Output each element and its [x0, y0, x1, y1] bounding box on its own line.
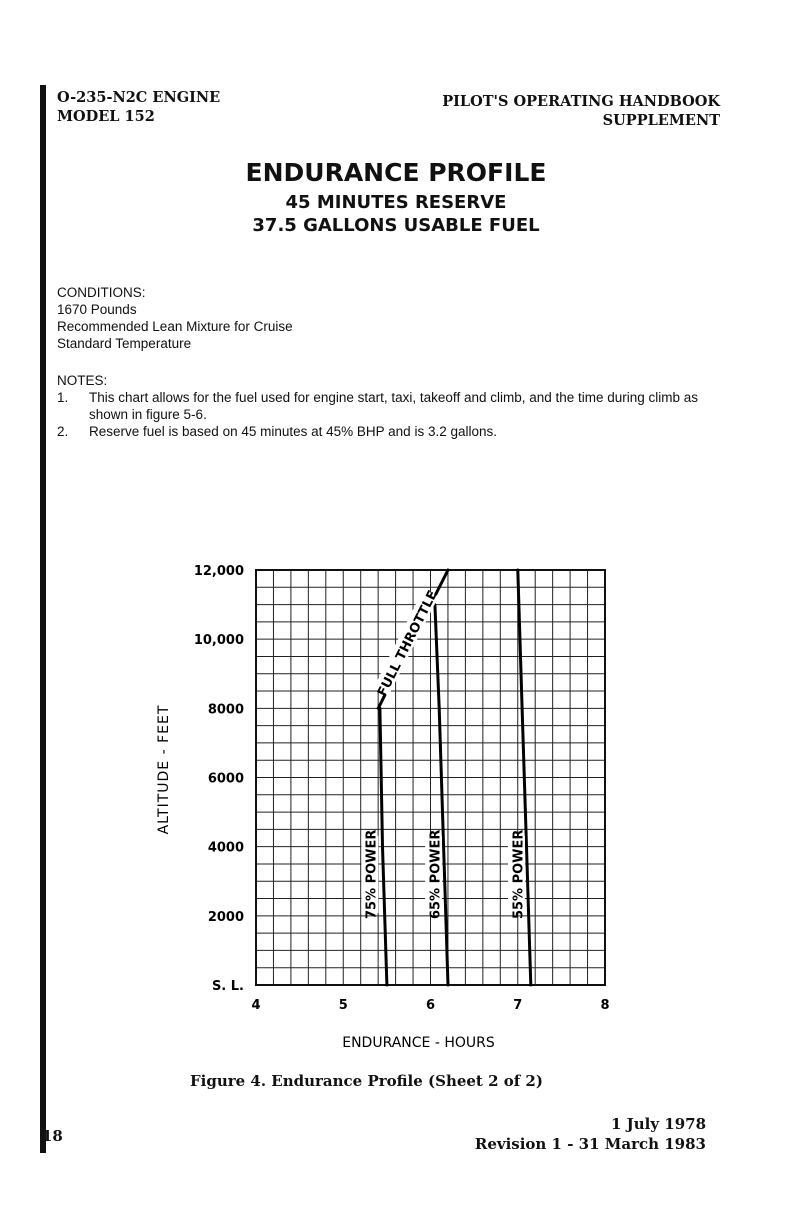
- power-65-label: 65% POWER: [428, 829, 444, 920]
- subtitle-fuel: 37.5 GALLONS USABLE FUEL: [252, 215, 540, 236]
- power-55-label: 55% POWER: [511, 829, 527, 920]
- x-tick-label: 8: [600, 998, 610, 1013]
- note-number: 1.: [57, 390, 69, 405]
- y-tick-label: 8000: [207, 702, 244, 718]
- y-tick-label: 12,000: [193, 564, 244, 579]
- note-item: [57, 423, 719, 440]
- figure-caption: Figure 4. Endurance Profile (Sheet 2 of 2): [190, 1072, 543, 1090]
- condition-mixture: Recommended Lean Mixture for Cruise: [57, 319, 293, 334]
- y-tick-label: 10,000: [193, 633, 244, 649]
- x-tick-label: 7: [513, 998, 523, 1013]
- y-tick-label: 2000: [207, 909, 244, 925]
- x-tick-label: 5: [338, 998, 348, 1013]
- chart-grid: [256, 570, 605, 985]
- handbook-label: PILOT'S OPERATING HANDBOOK: [442, 93, 720, 110]
- issue-date: 1 July 1978: [610, 1115, 706, 1133]
- full-throttle-label: FULL THROTTLE: [375, 588, 441, 700]
- x-tick-label: 4: [251, 998, 261, 1013]
- note-item: [57, 389, 719, 423]
- x-axis-title: ENDURANCE - HOURS: [342, 1035, 495, 1051]
- supplement-label: SUPPLEMENT: [602, 112, 720, 129]
- model-label: MODEL 152: [57, 108, 155, 125]
- endurance-chart: [0, 540, 792, 1060]
- page-number: 18: [42, 1127, 63, 1145]
- footer-dates: [475, 1114, 706, 1154]
- conditions-heading: CONDITIONS:: [57, 285, 146, 300]
- page-title: ENDURANCE PROFILE: [245, 158, 547, 187]
- note-text: Reserve fuel is based on 45 minutes at 45% BHP and is 3.2 gallons.: [89, 424, 497, 439]
- condition-weight: 1670 Pounds: [57, 302, 137, 317]
- header-right: [442, 92, 720, 130]
- notes-block: [57, 372, 719, 440]
- y-axis-title: ALTITUDE - FEET: [156, 704, 172, 835]
- y-tick-label: S. L.: [211, 979, 244, 994]
- note-text: This chart allows for the fuel used for engine start, taxi, takeoff and climb, and the time during climb as shown in figure 5-6.: [89, 390, 699, 422]
- engine-label: O-235-N2C ENGINE: [57, 89, 221, 106]
- power-75-label: 75% POWER: [364, 829, 380, 920]
- y-tick-label: 4000: [207, 840, 244, 856]
- x-tick-label: 6: [425, 998, 436, 1013]
- notes-heading: NOTES:: [57, 373, 108, 388]
- y-tick-label: 6000: [207, 771, 244, 787]
- conditions-block: [57, 284, 293, 352]
- revision-date: Revision 1 - 31 March 1983: [474, 1135, 706, 1153]
- note-number: 2.: [57, 424, 69, 439]
- header-left: [57, 88, 220, 126]
- subtitle-reserve: 45 MINUTES RESERVE: [285, 192, 507, 213]
- condition-temperature: Standard Temperature: [57, 336, 192, 351]
